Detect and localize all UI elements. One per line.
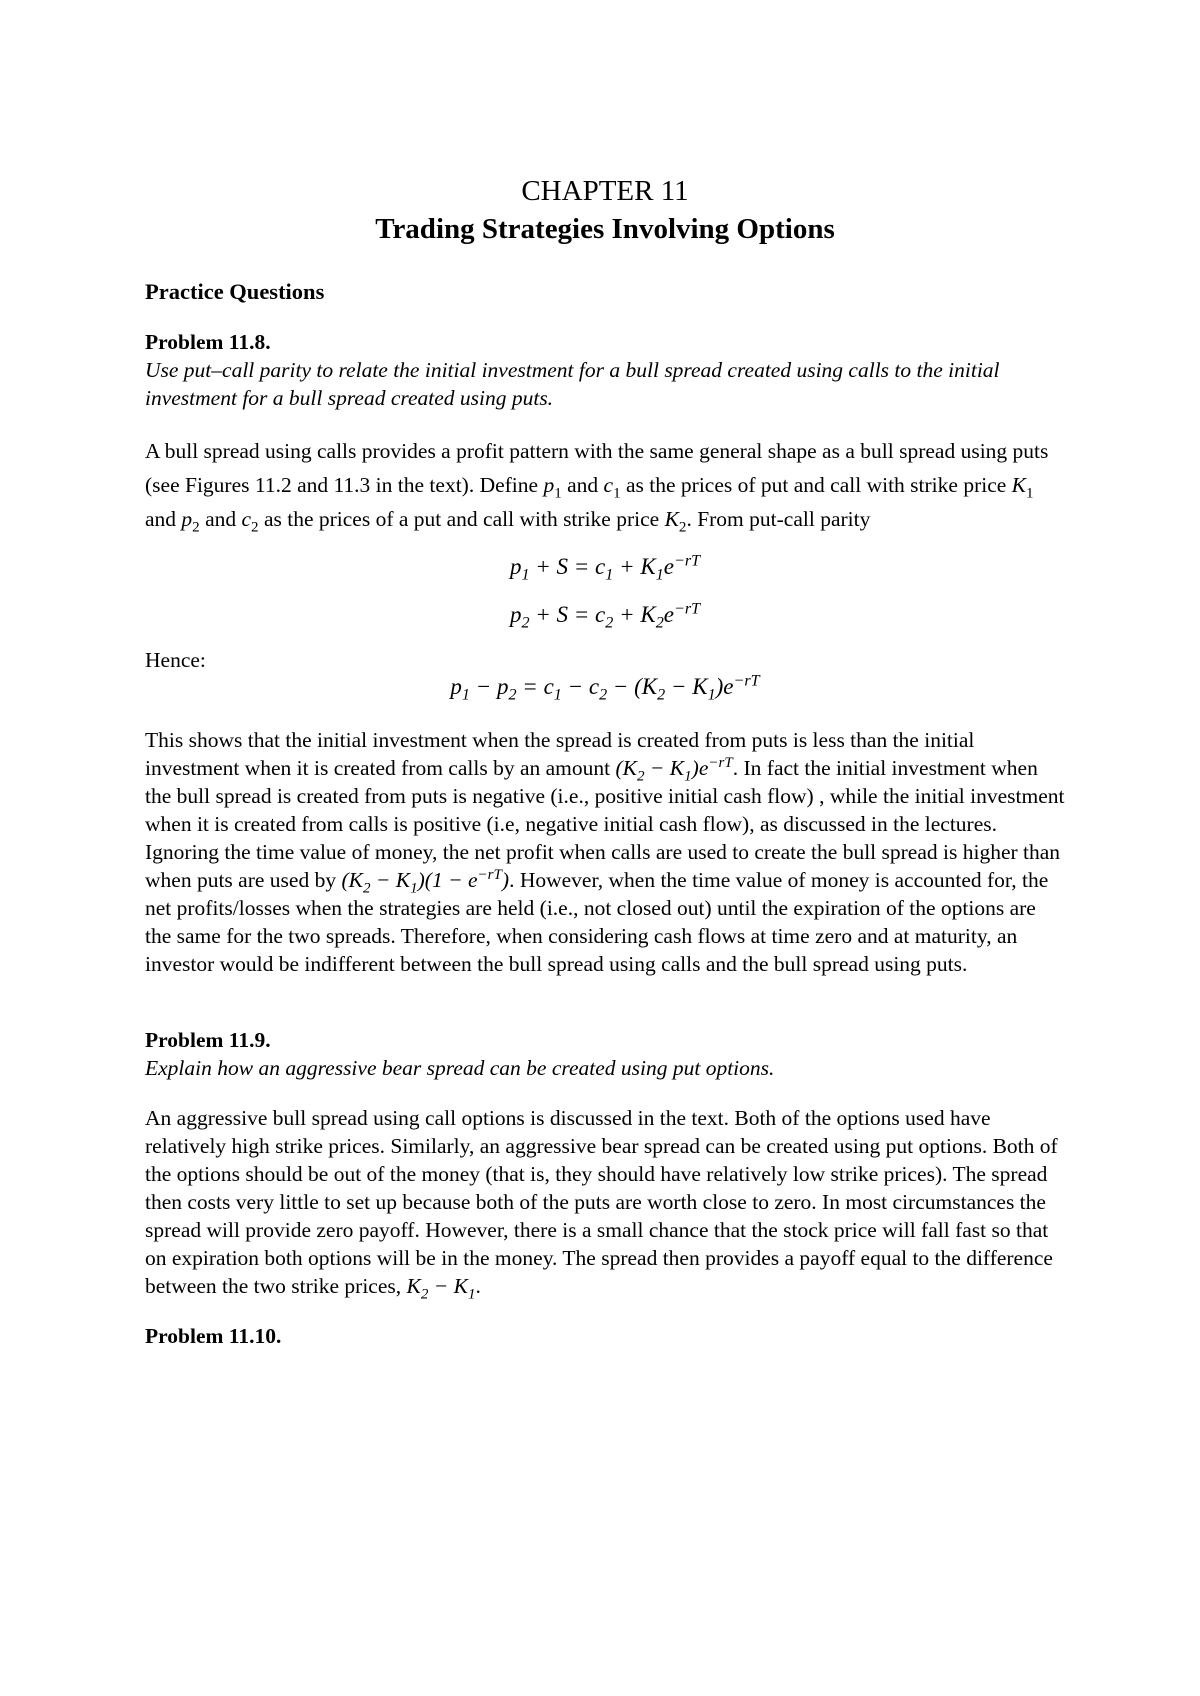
equation-difference: $p_1 - p_2 = c_1 - c_2 - (K_2 - K_1)e^{-rT}$	[450, 672, 760, 704]
answer-paragraph: An aggressive bull spread using call options is discussed in the text. Both of the options used have relatively high strike prices. Similarly, an aggressive bear spread can be created using put options. Both of the options should be out of the money (that is, they should have relatively low strike prices). The spread then costs very little to set up because both of the puts are worth close to zero. In most circumstances the spread will provide zero payoff. However, there is a small chance that the stock price will fall fast so that on expiration both options will be in the money. The spread then provides a payoff equal to the difference between the two strike prices, $K_2 - K_1$.	[145, 1106, 1058, 1303]
answer-paragraph: This shows that the initial investment when the spread is created from puts is less than the initial investment when it is created from calls by an amount $(K_2 - K_1)e^{-rT}$. In fact the initial investment when the bull spread is created from puts is negative (i.e., positive initial cash flow) , while the initial investment when it is created from calls is positive (i.e, negative initial cash flow), as discussed in the lectures.	[145, 728, 1065, 836]
problem-title: Problem 11.8.	[145, 330, 271, 354]
equation-put-call-parity-2: $p_2 + S = c_2 + K_2e^{-rT}$	[509, 600, 701, 632]
problem-11-10	[145, 1322, 1065, 1350]
problem-question: Explain how an aggressive bear spread can be created using put options.	[145, 1056, 775, 1080]
equation-put-call-parity-1: $p_1 + S = c_1 + K_1e^{-rT}$	[509, 552, 701, 584]
chapter-heading: CHAPTER 11	[521, 175, 689, 207]
answer-paragraph: Ignoring the time value of money, the net profit when calls are used to create the bull spread is higher than when puts are used by $(K_2 - K_1)(1 - e^{-rT})$. However, when the time value of money is accounted for, the net profits/losses when the strategies are held (i.e., not closed out) until the expiration of the options are the same for the two spreads. Therefore, when considering cash flows at time zero and at maturity, an investor would be indifferent between the bull spread using calls and the bull spread using puts.	[145, 840, 1061, 976]
problem-title: Problem 11.10.	[145, 1324, 282, 1348]
hence-block	[145, 646, 1065, 712]
document-page	[145, 172, 1065, 1350]
section-heading: Practice Questions	[145, 279, 325, 304]
chapter-title: Trading Strategies Involving Options	[375, 213, 835, 245]
problem-title: Problem 11.9.	[145, 1028, 271, 1052]
answer-paragraph: A bull spread using calls provides a profit pattern with the same general shape as a bull spread using puts (see Figures 11.2 and 11.3 in the text). Define $p_1$ and $c_1$ as the prices of put and call with strike price $K_1$ and $p_2$ and $c_2$ as the prices of a put and call with strike price $K_2$. From put-call parity	[145, 439, 1049, 536]
problem-11-9	[145, 1026, 1065, 1303]
hence-label: Hence:	[145, 648, 206, 672]
problem-11-8	[145, 328, 1065, 978]
problem-question: Use put–call parity to relate the initial investment for a bull spread created using calls to the initial investment for a bull spread created using puts.	[145, 358, 1000, 410]
